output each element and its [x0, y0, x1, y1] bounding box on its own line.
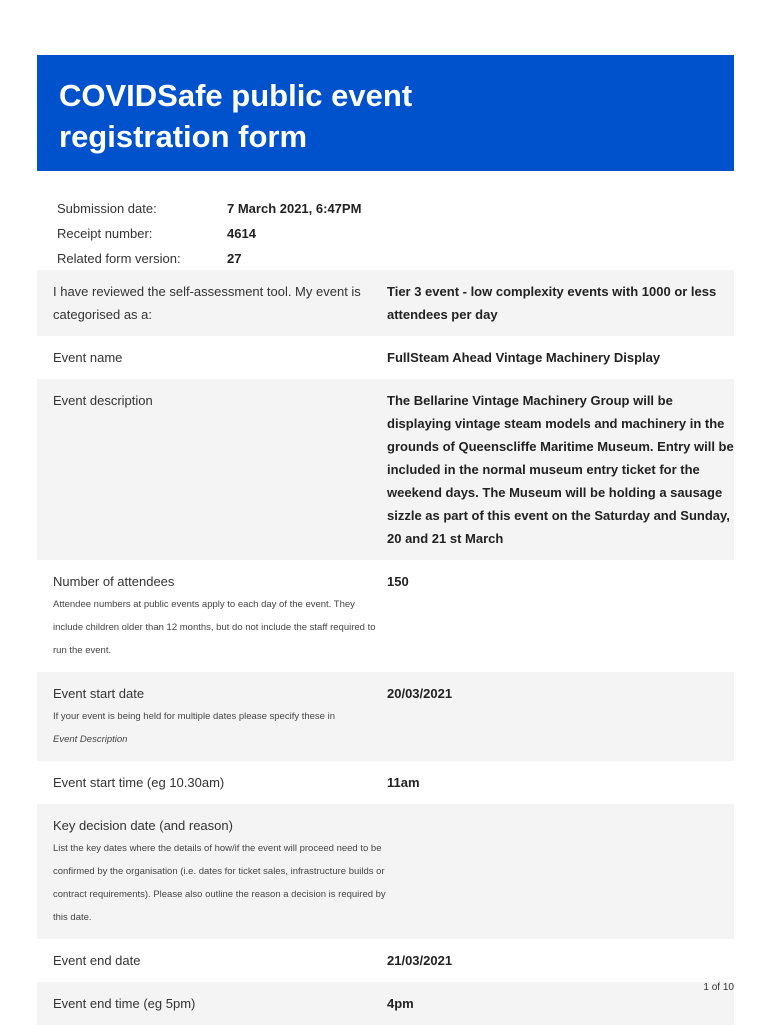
receipt-number-label: Receipt number: [57, 226, 153, 241]
event-description-answer: The Bellarine Vintage Machinery Group will be displaying vintage steam models and machinery in the grounds of Queenscliffe Maritime Museum. Entry will be included in the normal museum entry ticket for the weekend days. The Museum will be holding a sausage sizzle as part of this event on the Saturday and Sunday, 20 and 21 st March [387, 393, 734, 546]
form-title: COVIDSafe public event registration form [59, 78, 413, 154]
end-time-question: Event end time (eg 5pm) [53, 996, 196, 1011]
event-name-question: Event name [53, 350, 123, 365]
end-date-answer: 21/03/2021 [387, 953, 453, 968]
event-description-question: Event description [53, 393, 153, 408]
attendees-question-block [53, 570, 387, 662]
assessment-row [37, 270, 734, 336]
start-date-help [53, 705, 387, 751]
key-decision-question: Key decision date (and reason) [53, 818, 233, 833]
end-time-row [37, 982, 734, 1025]
submission-meta [57, 196, 457, 271]
event-name-row [37, 336, 734, 379]
key-decision-row [37, 804, 734, 939]
submission-date-value: 7 March 2021, 6:47PM [227, 201, 362, 216]
assessment-answer: Tier 3 event - low complexity events with 1000 or less attendees per day [387, 284, 717, 322]
event-name-answer: FullSteam Ahead Vintage Machinery Display [387, 350, 661, 365]
start-time-answer: 11am [387, 775, 420, 790]
submission-date-row [57, 196, 457, 221]
start-date-row [37, 672, 734, 761]
event-description-row [37, 379, 734, 560]
start-date-question-block [53, 682, 387, 751]
key-decision-answer [387, 814, 734, 929]
form-responses [37, 270, 734, 1025]
attendees-row [37, 560, 734, 672]
attendees-question: Number of attendees [53, 574, 175, 589]
end-date-question: Event end date [53, 953, 141, 968]
start-date-help-emphasis: Event Description [53, 734, 128, 745]
receipt-number-value: 4614 [227, 226, 256, 241]
submission-date-label: Submission date: [57, 201, 157, 216]
start-time-row [37, 761, 734, 804]
start-date-help-text: If your event is being held for multiple dates please specify these in [53, 711, 335, 722]
form-version-row [57, 246, 457, 271]
receipt-number-row [57, 221, 457, 246]
start-date-answer: 20/03/2021 [387, 686, 453, 701]
page-number: 1 of 10 [703, 982, 734, 993]
end-time-answer: 4pm [387, 996, 414, 1011]
start-date-question: Event start date [53, 686, 145, 701]
form-header-banner [37, 55, 734, 171]
key-decision-question-block [53, 814, 387, 929]
start-time-question: Event start time (eg 10.30am) [53, 775, 225, 790]
attendees-help: Attendee numbers at public events apply to each day of the event. They include children older than 12 months, but do not include the staff required to run the event. [53, 599, 376, 656]
form-version-label: Related form version: [57, 251, 181, 266]
key-decision-help: List the key dates where the details of how/if the event will proceed need to be confirmed by the organisation (i.e. dates for ticket sales, infrastructure builds or contract requirements). Please also outline the reason a decision is required by this date. [53, 843, 386, 923]
end-date-row [37, 939, 734, 982]
assessment-question: I have reviewed the self-assessment tool. My event is categorised as a: [53, 284, 361, 322]
form-version-value: 27 [227, 251, 242, 266]
attendees-answer: 150 [387, 574, 409, 589]
